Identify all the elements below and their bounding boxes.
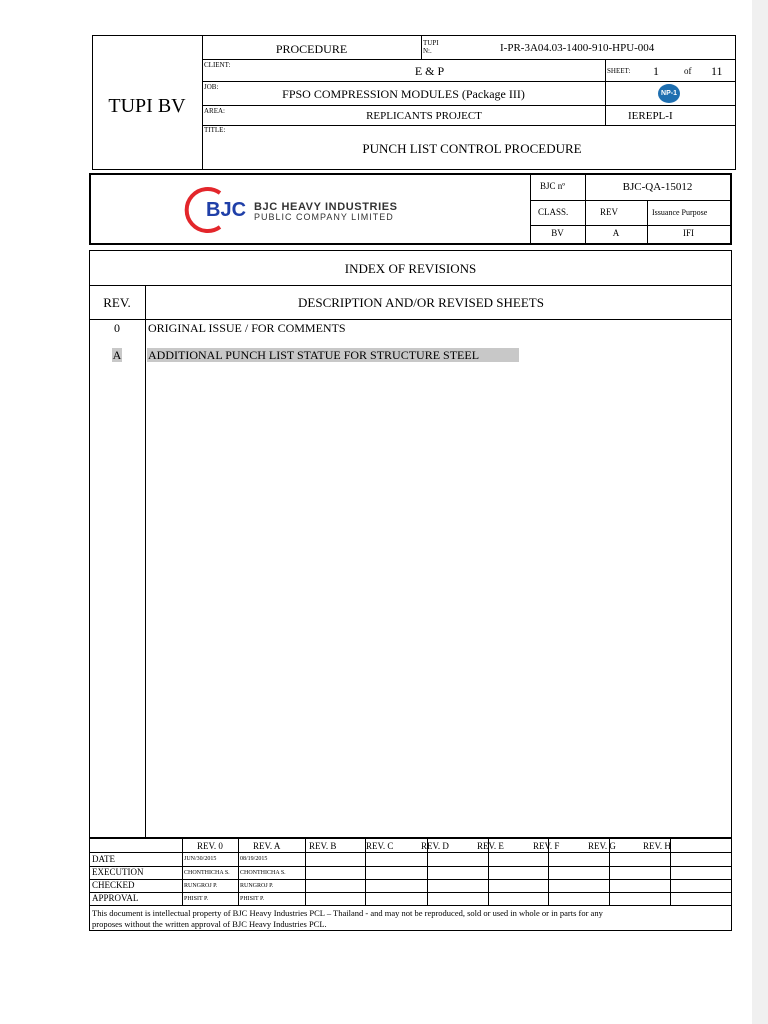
area-label: AREA:	[204, 107, 225, 115]
doc-title: PUNCH LIST CONTROL PROCEDURE	[362, 141, 582, 156]
rev-column-header: REV.	[103, 295, 131, 310]
signoff-execution-reva: CHONTHICHA S.	[240, 870, 286, 876]
signoff-col-rev-d: REV. D	[421, 841, 449, 851]
class-value: BV	[551, 228, 564, 238]
signoff-checked-reva: RUNGROJ P.	[240, 883, 274, 889]
sheet-label: SHEET:	[607, 67, 631, 75]
title-label: TITLE:	[204, 126, 226, 134]
footer-notice-line-1: This document is intellectual property of BJC Heavy Industries PCL – Thailand - and may not be reproduced, sold or used in whole or in parts for any	[92, 908, 603, 918]
bjc-logo-letters: BJC	[206, 199, 247, 221]
class-label: CLASS.	[538, 207, 569, 217]
signoff-col-rev-g: REV. G	[588, 841, 616, 851]
signoff-execution-rev0: CHONTHICHA S.	[184, 870, 230, 876]
signoff-line	[89, 879, 732, 880]
np-logo-text: NP-1	[661, 90, 677, 97]
company-name: TUPI BV	[108, 95, 186, 117]
signoff-col-rev-a: REV. A	[253, 841, 281, 851]
signoff-divider	[182, 838, 183, 905]
signoff-date-rev0: JUN/30/2015	[184, 856, 217, 862]
bjc-line	[530, 225, 730, 226]
bjc-no-label: BJC nº	[540, 181, 566, 191]
revision-row-1-desc: ADDITIONAL PUNCH LIST STATUE FOR STRUCTURE STEEL	[148, 348, 480, 362]
rev-label: REV	[600, 207, 618, 217]
issuance-value: IFI	[683, 228, 694, 238]
signoff-line	[89, 866, 732, 867]
signoff-approval-reva: PHISIT P.	[240, 896, 265, 902]
sheet-current: 1	[653, 64, 659, 78]
signoff-line	[89, 892, 732, 893]
doc-type: PROCEDURE	[275, 42, 348, 56]
signoff-divider	[238, 838, 239, 905]
signoff-line	[89, 852, 732, 853]
signoff-divider	[305, 838, 306, 905]
revisions-block	[89, 250, 732, 838]
signoff-approval-rev0: PHISIT P.	[184, 896, 209, 902]
description-column-header: DESCRIPTION AND/OR REVISED SHEETS	[298, 295, 544, 310]
footer-notice-line-2: proposes without the written approval of BJC Heavy Industries PCL.	[92, 919, 327, 929]
area-value: REPLICANTS PROJECT	[366, 110, 482, 122]
bjc-no-value: BJC-QA-15012	[622, 181, 693, 193]
signoff-row-label: CHECKED	[92, 880, 135, 890]
signoff-line	[89, 905, 732, 906]
signoff-row-label: APPROVAL	[92, 893, 139, 903]
bjc-logo-line1: BJC HEAVY INDUSTRIES	[254, 201, 398, 213]
revision-row-0-desc: ORIGINAL ISSUE / FOR COMMENTS	[148, 321, 346, 335]
client-value: E & P	[414, 64, 445, 78]
sheet-of: of	[684, 66, 692, 76]
signoff-date-reva: 08/19/2015	[240, 856, 268, 862]
bjc-line	[530, 200, 730, 201]
scrollbar[interactable]	[752, 0, 768, 1024]
revision-row-0-rev: 0	[114, 321, 120, 335]
signoff-col-rev-c: REV. C	[366, 841, 394, 851]
tupi-label: TUPI N:.	[423, 39, 439, 55]
job-label: JOB:	[204, 83, 219, 91]
revisions-line	[89, 285, 732, 286]
header-line	[202, 59, 736, 60]
signoff-row-label: EXECUTION	[92, 867, 144, 877]
header-line	[202, 81, 736, 82]
signoff-col-rev-f: REV. F	[533, 841, 560, 851]
np-logo	[658, 84, 680, 103]
doc-number: I-PR-3A04.03-1400-910-HPU-004	[500, 42, 655, 54]
signoff-checked-rev0: RUNGROJ P.	[184, 883, 218, 889]
header-line	[202, 125, 736, 126]
issuance-label: Issuance Purpose	[652, 208, 708, 217]
bjc-logo	[184, 186, 414, 234]
header-line	[202, 105, 736, 106]
signoff-col-rev-0: REV. 0	[197, 841, 223, 851]
sheet-total: 11	[711, 64, 723, 78]
area-code: IEREPL-I	[628, 110, 673, 122]
bjc-logo-line2: PUBLIC COMPANY LIMITED	[254, 212, 394, 222]
job-value: FPSO COMPRESSION MODULES (Package III)	[282, 87, 525, 101]
revisions-divider	[145, 285, 146, 838]
revisions-line	[89, 319, 732, 320]
signoff-row-label: DATE	[92, 854, 115, 864]
index-of-revisions-title: INDEX OF REVISIONS	[344, 261, 477, 276]
rev-value: A	[612, 228, 620, 238]
signoff-col-rev-e: REV. E	[477, 841, 504, 851]
header-divider	[421, 35, 422, 59]
revision-row-1-rev: A	[112, 348, 122, 362]
signoff-col-rev-b: REV. B	[309, 841, 337, 851]
signoff-col-rev-h: REV. H	[643, 841, 671, 851]
client-label: CLIENT:	[204, 61, 231, 69]
